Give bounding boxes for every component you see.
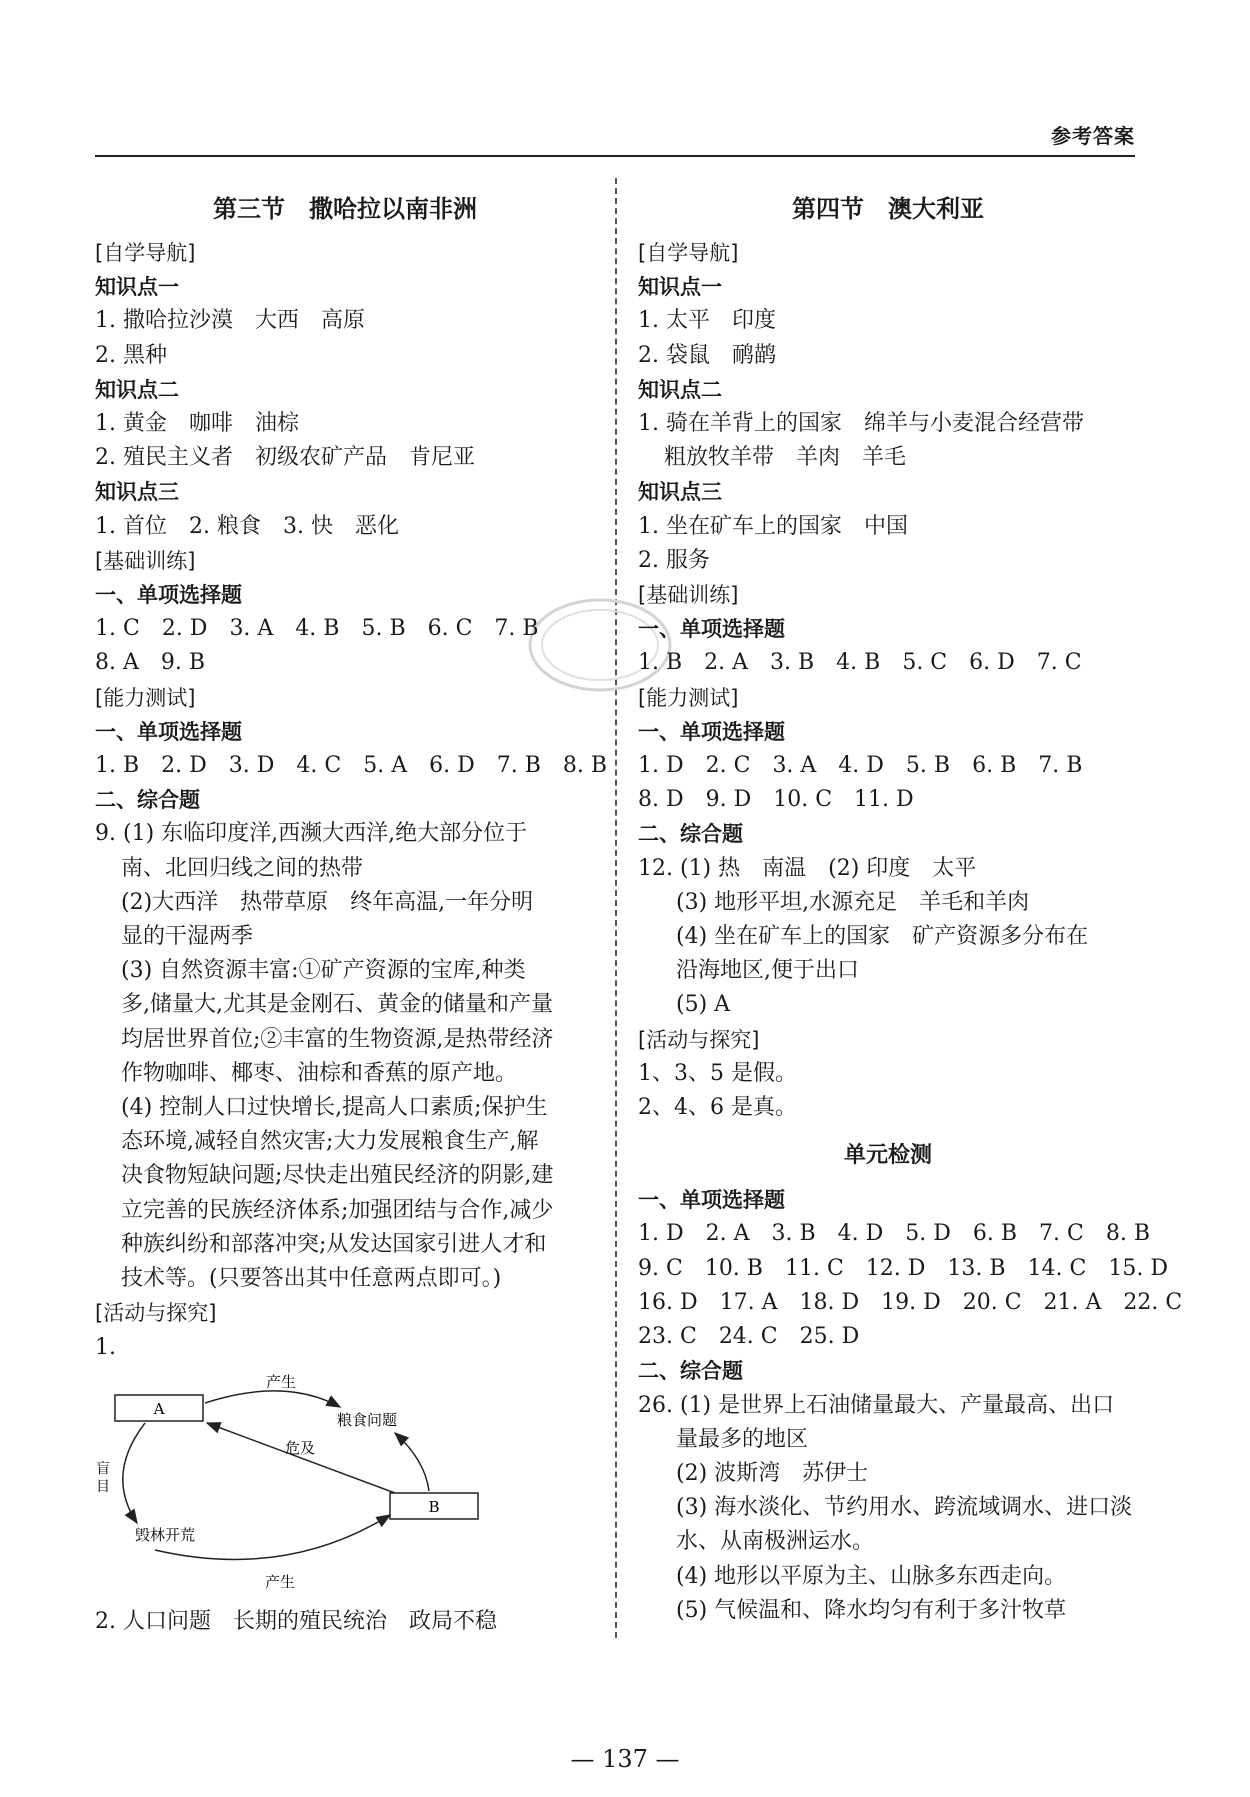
answer-line: 2. 袋鼠 鸸鹋 (638, 342, 776, 368)
bracket-heading: [基础训练] (95, 548, 196, 573)
answer-line: 8. A 9. B (95, 650, 206, 676)
section-title-left: 第三节 撒哈拉以南非洲 (213, 195, 477, 223)
box-a-label: A (153, 1399, 165, 1418)
question-type-heading: 一、单项选择题 (95, 719, 242, 744)
answer-line: (4) 控制人口过快增长,提高人口素质;保护生 (121, 1095, 548, 1121)
answer-line: (3) 自然资源丰富:①矿产资源的宝库,种类 (121, 958, 526, 984)
label-endanger: 危及 (284, 1438, 316, 1457)
section-title-right: 第四节 澳大利亚 (792, 195, 984, 223)
answer-line: 16. D 17. A 18. D 19. D 20. C 21. A 22. C (638, 1289, 1183, 1315)
answer-line: 2. 服务 (638, 547, 710, 573)
answer-line: 技术等。(只要答出其中任意两点即可。) (121, 1266, 502, 1292)
answer-line: 1. B 2. A 3. B 4. B 5. C 6. D 7. C (638, 650, 1082, 676)
answer-line: 1. C 2. D 3. A 4. B 5. B 6. C 7. B (95, 616, 539, 642)
answer-line: 粗放牧羊带 羊肉 羊毛 (664, 445, 907, 471)
arrow-a-to-grain (205, 1391, 340, 1407)
column-divider (615, 178, 617, 1638)
answer-line: 1. B 2. D 3. D 4. C 5. A 6. D 7. B 8. B (95, 753, 608, 779)
knowledge-point-heading: 知识点三 (95, 480, 179, 505)
knowledge-point-heading: 知识点三 (638, 480, 722, 505)
answer-line: 态环境,减轻自然灾害;大力发展粮食生产,解 (121, 1129, 539, 1155)
diagram-svg (95, 1365, 595, 1605)
label-blind-2: 目 (96, 1478, 110, 1495)
answer-line: (3) 地形平坦,水源充足 羊毛和羊肉 (676, 889, 1030, 915)
bracket-heading: [活动与探究] (638, 1027, 760, 1052)
question-type-heading: 二、综合题 (638, 822, 743, 847)
answer-line: 2. 人口问题 长期的殖民统治 政局不稳 (95, 1608, 497, 1634)
answer-line: 9. (1) 东临印度洋,西濒大西洋,绝大部分位于 (95, 821, 528, 847)
header-label: 参考答案 (1051, 124, 1135, 148)
answer-line: 量最多的地区 (676, 1426, 809, 1452)
answer-line: 26. (1) 是世界上石油储量最大、产量最高、出口 (638, 1392, 1115, 1418)
answer-line: 南、北回归线之间的热带 (121, 855, 364, 881)
answer-line: 1. D 2. C 3. A 4. D 5. B 6. B 7. B (638, 753, 1083, 779)
page-number: — 137 — (570, 1745, 680, 1773)
answer-line: 均居世界首位;②丰富的生物资源,是热带经济 (121, 1026, 554, 1052)
cause-effect-diagram (95, 1365, 595, 1605)
answer-line: 作物咖啡、椰枣、油棕和香蕉的原产地。 (121, 1060, 518, 1086)
knowledge-point-heading: 知识点二 (95, 377, 179, 402)
answer-line: 1. 骑在羊背上的国家 绵羊与小麦混合经营带 (638, 411, 1084, 437)
answer-line: 1、3、5 是假。 (638, 1060, 797, 1086)
answer-line: 1. 太平 印度 (638, 308, 776, 334)
label-produce-top: 产生 (265, 1372, 297, 1391)
bracket-heading: [自学导航] (95, 241, 196, 265)
box-b-label: B (428, 1497, 440, 1516)
label-blind-1: 盲 (96, 1460, 110, 1477)
right-column (638, 192, 1183, 1628)
header-rule (95, 155, 1135, 157)
knowledge-point-heading: 知识点一 (638, 275, 722, 300)
answer-line: (2)大西洋 热带草原 终年高温,一年分明 (121, 889, 534, 915)
bracket-heading: [基础训练] (638, 583, 739, 608)
question-type-heading: 二、综合题 (638, 1359, 743, 1384)
answer-line: (2) 波斯湾 苏伊士 (676, 1460, 869, 1486)
answer-line: 2. 殖民主义者 初级农矿产品 肯尼亚 (95, 445, 475, 471)
answer-line: 1. 坐在矿车上的国家 中国 (638, 513, 908, 539)
answer-line: 水、从南极洲运水。 (676, 1529, 875, 1555)
answer-line: 种族纠纷和部落冲突;从发达国家引进人才和 (121, 1231, 547, 1257)
bracket-heading: [能力测试] (638, 685, 739, 710)
unit-test-title: 单元检测 (843, 1143, 932, 1169)
answer-line: 23. C 24. C 25. D (638, 1324, 860, 1350)
question-type-heading: 一、单项选择题 (638, 719, 785, 744)
question-type-heading: 一、单项选择题 (95, 583, 242, 608)
knowledge-point-heading: 知识点二 (638, 377, 722, 402)
answer-line: 1. (95, 1334, 116, 1360)
left-column (95, 192, 608, 1639)
node-grain-problem: 粮食问题 (336, 1410, 398, 1429)
question-type-heading: 一、单项选择题 (638, 617, 785, 642)
bracket-heading: [能力测试] (95, 685, 196, 710)
answer-line: 2、4、6 是真。 (638, 1095, 797, 1121)
arrow-b-to-grain (395, 1433, 429, 1491)
bracket-heading: [自学导航] (638, 241, 739, 265)
bracket-heading: [活动与探究] (95, 1301, 217, 1326)
label-produce-bottom: 产生 (264, 1572, 296, 1591)
answer-line: 多,储量大,尤其是金刚石、黄金的储量和产量 (121, 992, 553, 1018)
node-deforestation: 毁林开荒 (134, 1525, 196, 1544)
answer-line: (5) A (676, 992, 731, 1018)
arrow-b-to-a (207, 1423, 395, 1493)
answer-line: 1. 黄金 咖啡 油棕 (95, 411, 299, 437)
answer-line: 2. 黑种 (95, 342, 167, 368)
answer-line: 8. D 9. D 10. C 11. D (638, 787, 914, 813)
answer-line: 决食物短缺问题;尽快走出殖民经济的阴影,建 (121, 1163, 554, 1189)
question-type-heading: 一、单项选择题 (638, 1188, 785, 1213)
answer-line: (5) 气候温和、降水均匀有利于多汁牧草 (676, 1597, 1067, 1623)
answer-line: 1. 首位 2. 粮食 3. 快 恶化 (95, 513, 399, 539)
knowledge-point-heading: 知识点一 (95, 275, 179, 300)
answer-line: 9. C 10. B 11. C 12. D 13. B 14. C 15. D (638, 1255, 1168, 1281)
answer-line: 1. D 2. A 3. B 4. D 5. D 6. B 7. C 8. B (638, 1221, 1151, 1247)
answer-line: (4) 坐在矿车上的国家 矿产资源多分布在 (676, 924, 1089, 950)
answer-line: 沿海地区,便于出口 (676, 958, 859, 984)
answer-line: 显的干湿两季 (121, 924, 254, 950)
question-type-heading: 二、综合题 (95, 788, 200, 813)
answer-line: (3) 海水淡化、节约用水、跨流域调水、进口淡 (676, 1495, 1133, 1521)
arrow-a-to-deforest (123, 1423, 145, 1523)
answer-line: 立完善的民族经济体系;加强团结与合作,减少 (121, 1197, 554, 1223)
answer-line: 1. 撒哈拉沙漠 大西 高原 (95, 308, 365, 334)
answer-line: (4) 地形以平原为主、山脉多东西走向。 (676, 1563, 1067, 1589)
answer-line: 12. (1) 热 南温 (2) 印度 太平 (638, 855, 977, 881)
